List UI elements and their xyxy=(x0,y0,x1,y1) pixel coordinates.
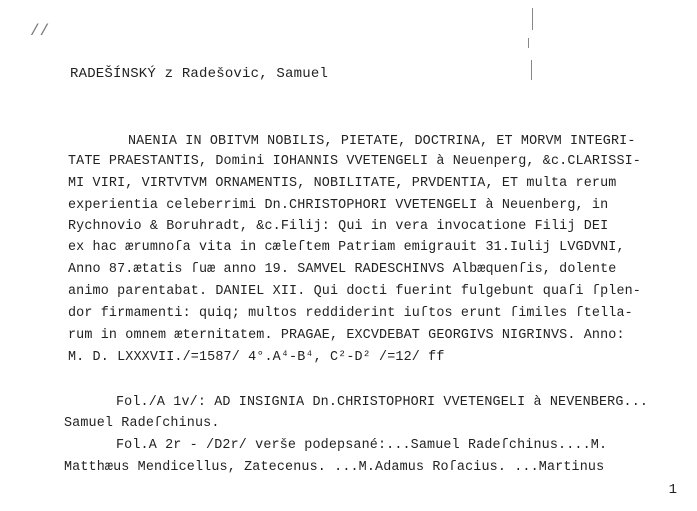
margin-tick xyxy=(531,60,532,80)
note-line: Fol.A 2r - /D2r/ verše podepsané:...Samuel Radeſchinus....M. xyxy=(116,438,608,453)
page-number: 1 xyxy=(668,482,677,498)
body-line: ex hac ærumnoſa vita in cæleſtem Patriam emigrauit 31.Iulij LVGDVNI, xyxy=(68,240,625,255)
margin-tick xyxy=(532,8,533,30)
body-line: animo parentabat. DANIEL XII. Qui docti fuerint fulgebunt quaſi ſplen- xyxy=(68,284,641,299)
note-line: Matthæus Mendicellus, Zatecenus. ...M.Adamus Roſacius. ...Martinus xyxy=(64,460,605,475)
record-header: RADEŠÍNSKÝ z Radešovic, Samuel xyxy=(70,66,329,82)
body-line: experientia celeberrimi Dn.CHRISTOPHORI VVETENGELI à Neuenberg, in xyxy=(68,198,609,213)
note-line: Fol./A 1v/: AD INSIGNIA Dn.CHRISTOPHORI VVETENGELI à NEVENBERG... xyxy=(116,395,649,410)
body-line: Rychnovio & Boruhradt, &c.Filij: Qui in vera invocatione Filij DEI xyxy=(68,219,609,234)
body-line: TATE PRAESTANTIS, Domini IOHANNIS VVETENGELI à Neuenperg, &c.CLARISSI- xyxy=(68,154,641,169)
body-line: M. D. LXXXVII./=1587/ 4°.A⁴-B⁴, C²-D² /=12/ ff xyxy=(68,350,445,365)
body-line: rum in omnem æternitatem. PRAGAE, EXCVDEBAT GEORGIVS NIGRINVS. Anno: xyxy=(68,328,625,343)
margin-tick xyxy=(528,38,529,48)
body-line: NAENIA IN OBITVM NOBILIS, PIETATE, DOCTRINA, ET MORVM INTEGRI- xyxy=(128,134,636,149)
body-line: MI VIRI, VIRTVTVM ORNAMENTIS, NOBILITATE, PRVDENTIA, ET multa rerum xyxy=(68,176,617,191)
note-line: Samuel Radeſchinus. xyxy=(64,416,220,431)
body-line: dor firmamenti: quiq; multos reddiderint iuſtos erunt ſimiles ſtella- xyxy=(68,306,633,321)
body-line: Anno 87.ætatis ſuæ anno 19. SAMVEL RADESCHINVS Albæquenſis, dolente xyxy=(68,262,617,277)
corner-mark: // xyxy=(30,22,50,40)
